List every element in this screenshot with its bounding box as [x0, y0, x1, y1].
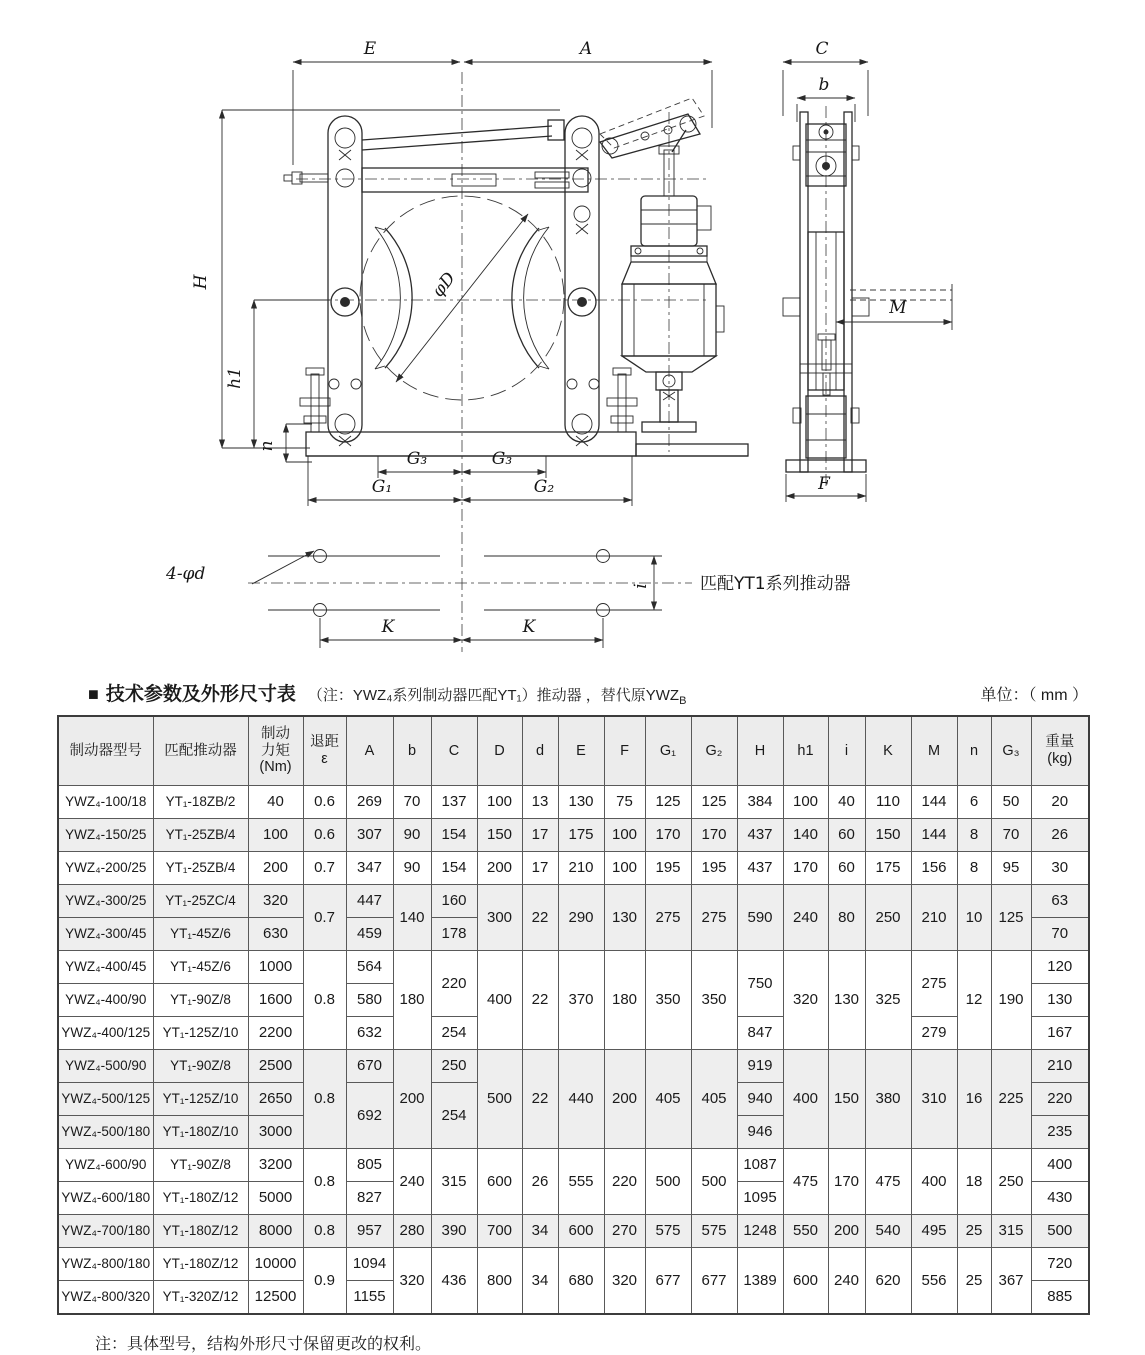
table-cell: 280 [393, 1215, 431, 1248]
table-cell: 100 [783, 786, 828, 819]
table-cell: 320 [393, 1248, 431, 1315]
table-cell: 125 [691, 786, 737, 819]
table-cell: 180 [604, 951, 645, 1050]
table-cell: 325 [865, 951, 911, 1050]
table-cell: 170 [691, 819, 737, 852]
table-cell: 90 [393, 819, 431, 852]
table-cell: YT₁-125Z/10 [153, 1017, 248, 1050]
table-cell: YT₁-180Z/12 [153, 1182, 248, 1215]
table-cell: 220 [431, 951, 477, 1017]
dim-label-F: F [818, 474, 830, 494]
table-cell: YWZ₄-400/90 [58, 984, 153, 1017]
table-cell: 154 [431, 819, 477, 852]
table-cell: 600 [558, 1215, 604, 1248]
table-cell: 120 [1031, 951, 1089, 984]
table-cell: 40 [248, 786, 303, 819]
table-cell: 0.8 [303, 1050, 346, 1149]
table-cell: 564 [346, 951, 393, 984]
table-cell: 6 [957, 786, 991, 819]
table-cell: 600 [783, 1248, 828, 1315]
table-cell: 22 [522, 951, 558, 1050]
table-cell: 500 [645, 1149, 691, 1215]
table-cell: 315 [431, 1149, 477, 1215]
table-cell: 350 [645, 951, 691, 1050]
table-cell: YWZ₄-600/180 [58, 1182, 153, 1215]
table-cell: 3200 [248, 1149, 303, 1182]
table-cell: 175 [558, 819, 604, 852]
table-cell: 315 [991, 1215, 1031, 1248]
table-cell: 210 [558, 852, 604, 885]
table-cell: 347 [346, 852, 393, 885]
table-cell: 170 [828, 1149, 865, 1215]
dim-label-H: H [191, 274, 211, 290]
table-cell: 300 [477, 885, 522, 951]
dim-label-i: i [631, 583, 651, 589]
table-cell: 1087 [737, 1149, 783, 1182]
table-cell: 827 [346, 1182, 393, 1215]
table-cell: 70 [1031, 918, 1089, 951]
table-cell: 1248 [737, 1215, 783, 1248]
table-cell: 195 [691, 852, 737, 885]
table-cell: 150 [477, 819, 522, 852]
table-cell: 370 [558, 951, 604, 1050]
table-cell: 320 [248, 885, 303, 918]
table-cell: 290 [558, 885, 604, 951]
table-cell: 279 [911, 1017, 957, 1050]
table-row [58, 1248, 1089, 1281]
table-cell: YT₁-320Z/12 [153, 1281, 248, 1315]
dim-label-E: E [363, 39, 377, 59]
table-cell: 140 [393, 885, 431, 951]
table-row [58, 819, 1089, 852]
table-cell: YT₁-125Z/10 [153, 1083, 248, 1116]
table-row [58, 885, 1089, 918]
table-cell: 384 [737, 786, 783, 819]
table-cell: YWZ₄-800/320 [58, 1281, 153, 1315]
table-cell: 3000 [248, 1116, 303, 1149]
table-cell: 8000 [248, 1215, 303, 1248]
table-cell: 235 [1031, 1116, 1089, 1149]
column-header: 退距 ε [303, 716, 346, 786]
dim-label-4-phi-d: 4-φd [166, 564, 206, 584]
table-cell: YT₁-180Z/10 [153, 1116, 248, 1149]
table-cell: YT₁-90Z/8 [153, 1149, 248, 1182]
table-cell: 700 [477, 1215, 522, 1248]
table-cell: 447 [346, 885, 393, 918]
table-cell: 310 [911, 1050, 957, 1149]
table-cell: YT₁-180Z/12 [153, 1215, 248, 1248]
drawing-caption: 匹配YT1系列推动器 [700, 574, 851, 594]
table-cell: 350 [691, 951, 737, 1050]
column-header: 匹配推动器 [153, 716, 248, 786]
dim-label-M: M [889, 298, 907, 318]
table-cell: 1095 [737, 1182, 783, 1215]
table-cell: 20 [1031, 786, 1089, 819]
table-cell: 405 [691, 1050, 737, 1149]
column-header: H [737, 716, 783, 786]
column-header: G₂ [691, 716, 737, 786]
table-cell: 677 [691, 1248, 737, 1315]
table-cell: 620 [865, 1248, 911, 1315]
section-note-subscript: B [679, 695, 687, 707]
column-header: E [558, 716, 604, 786]
left-adjuster-bolt [300, 368, 330, 432]
table-cell: 580 [346, 984, 393, 1017]
table-cell: 175 [865, 852, 911, 885]
dim-label-G3-left: G₃ [406, 449, 428, 469]
table-cell: 390 [431, 1215, 477, 1248]
table-cell: 60 [828, 852, 865, 885]
table-cell: 170 [783, 852, 828, 885]
table-cell: 210 [1031, 1050, 1089, 1083]
table-cell: 144 [911, 786, 957, 819]
table-cell: 210 [911, 885, 957, 951]
table-cell: 178 [431, 918, 477, 951]
table-cell: 575 [645, 1215, 691, 1248]
table-cell: 475 [865, 1149, 911, 1215]
table-cell: 275 [691, 885, 737, 951]
table-cell: 632 [346, 1017, 393, 1050]
column-header: b [393, 716, 431, 786]
table-cell: 22 [522, 885, 558, 951]
table-cell: YWZ₄-300/25 [58, 885, 153, 918]
table-cell: 100 [248, 819, 303, 852]
dim-label-G1: G₁ [371, 477, 393, 497]
table-cell: 10 [957, 885, 991, 951]
table-cell: 154 [431, 852, 477, 885]
table-cell: 26 [522, 1149, 558, 1215]
table-cell: 200 [248, 852, 303, 885]
technical-drawing [0, 0, 1145, 665]
table-cell: YT₁-25ZC/4 [153, 885, 248, 918]
table-cell: YT₁-45Z/6 [153, 951, 248, 984]
table-cell: 405 [645, 1050, 691, 1149]
table-cell: 240 [828, 1248, 865, 1315]
table-cell: 240 [393, 1149, 431, 1215]
table-cell: 495 [911, 1215, 957, 1248]
table-cell: YT₁-180Z/12 [153, 1248, 248, 1281]
table-cell: 254 [431, 1017, 477, 1050]
section-title: 技术参数及外形尺寸表 [105, 684, 296, 705]
table-row [58, 852, 1089, 885]
table-cell: YWZ₄-500/180 [58, 1116, 153, 1149]
table-cell: 220 [604, 1149, 645, 1215]
table-cell: 130 [558, 786, 604, 819]
table-cell: 254 [431, 1083, 477, 1149]
table-cell: 0.7 [303, 852, 346, 885]
table-cell: 63 [1031, 885, 1089, 918]
electro-hydraulic-thruster [622, 146, 724, 432]
table-cell: 430 [1031, 1182, 1089, 1215]
table-cell: 885 [1031, 1281, 1089, 1315]
table-cell: 320 [604, 1248, 645, 1315]
table-cell: YT₁-90Z/8 [153, 984, 248, 1017]
column-header: K [865, 716, 911, 786]
table-cell: 16 [957, 1050, 991, 1149]
section-marker-icon: ■ [88, 684, 99, 704]
table-cell: 556 [911, 1248, 957, 1315]
table-cell: 25 [957, 1248, 991, 1315]
dim-label-G3-right: G₃ [491, 449, 513, 469]
table-cell: 125 [645, 786, 691, 819]
table-cell: 144 [911, 819, 957, 852]
dim-label-n: n [257, 440, 277, 452]
table-cell: YT₁-45Z/6 [153, 918, 248, 951]
table-cell: 100 [477, 786, 522, 819]
table-cell: 590 [737, 885, 783, 951]
table-cell: 2500 [248, 1050, 303, 1083]
column-header: F [604, 716, 645, 786]
table-cell: 805 [346, 1149, 393, 1182]
table-cell: 0.6 [303, 819, 346, 852]
table-cell: 250 [991, 1149, 1031, 1215]
table-cell: 475 [783, 1149, 828, 1215]
table-cell: 180 [393, 951, 431, 1050]
table-cell: 307 [346, 819, 393, 852]
dim-label-h1: h1 [225, 367, 245, 389]
dim-label-K-left: K [381, 617, 395, 637]
section-note: （注：YWZ₄系列制动器匹配YT₁）推动器 ，替代原$YWZ_B$ [307, 687, 687, 707]
table-cell: 800 [477, 1248, 522, 1315]
table-cell: 110 [865, 786, 911, 819]
column-header: D [477, 716, 522, 786]
table-row [58, 786, 1089, 819]
column-header: M [911, 716, 957, 786]
table-cell: 12 [957, 951, 991, 1050]
dim-label-A: A [579, 39, 593, 59]
table-cell: 22 [522, 1050, 558, 1149]
table-row [58, 1215, 1089, 1248]
table-cell: YT₁-25ZB/4 [153, 819, 248, 852]
table-cell: 150 [865, 819, 911, 852]
table-cell: 95 [991, 852, 1031, 885]
table-cell: 40 [828, 786, 865, 819]
table-cell: YWZ₄-600/90 [58, 1149, 153, 1182]
unit-label: 单位：（ mm ） [980, 687, 1088, 704]
table-cell: 75 [604, 786, 645, 819]
table-cell: 125 [991, 885, 1031, 951]
column-header: 制动 力矩 (Nm) [248, 716, 303, 786]
table-cell: 670 [346, 1050, 393, 1083]
table-cell: 13 [522, 786, 558, 819]
table-cell: 0.8 [303, 1149, 346, 1215]
table-cell: 940 [737, 1083, 783, 1116]
table-cell: 130 [604, 885, 645, 951]
table-cell: 500 [477, 1050, 522, 1149]
table-cell: 400 [783, 1050, 828, 1149]
header-row [58, 716, 1089, 786]
right-adjuster-bolt [607, 368, 637, 432]
table-cell: 630 [248, 918, 303, 951]
column-header: G₁ [645, 716, 691, 786]
table-cell: YWZ₄-200/25 [58, 852, 153, 885]
table-row [58, 1149, 1089, 1182]
table-cell: YWZ₄-500/90 [58, 1050, 153, 1083]
table-cell: 320 [783, 951, 828, 1050]
dim-label-b: b [818, 75, 830, 95]
dim-label-G2: G₂ [533, 477, 555, 497]
table-cell: 750 [737, 951, 783, 1017]
table-cell: 957 [346, 1215, 393, 1248]
table-cell: 555 [558, 1149, 604, 1215]
table-cell: 195 [645, 852, 691, 885]
table-cell: 130 [828, 951, 865, 1050]
table-cell: 270 [604, 1215, 645, 1248]
column-header: h1 [783, 716, 828, 786]
table-cell: 575 [691, 1215, 737, 1248]
table-cell: 0.9 [303, 1248, 346, 1315]
table-cell: 17 [522, 819, 558, 852]
table-cell: 540 [865, 1215, 911, 1248]
column-header: C [431, 716, 477, 786]
table-cell: 2650 [248, 1083, 303, 1116]
table-cell: 720 [1031, 1248, 1089, 1281]
table-cell: YWZ₄-150/25 [58, 819, 153, 852]
column-header: 制动器型号 [58, 716, 153, 786]
table-cell: 100 [604, 819, 645, 852]
table-cell: 919 [737, 1050, 783, 1083]
table-cell: 17 [522, 852, 558, 885]
table-cell: 847 [737, 1017, 783, 1050]
footnote: 注：具体型号，结构外形尺寸保留更改的权利。 [95, 1336, 432, 1353]
table-cell: 440 [558, 1050, 604, 1149]
column-header: n [957, 716, 991, 786]
column-header: i [828, 716, 865, 786]
table-cell: 200 [604, 1050, 645, 1149]
table-cell: 225 [991, 1050, 1031, 1149]
table-cell: 100 [604, 852, 645, 885]
table-cell: 1094 [346, 1248, 393, 1281]
column-header: A [346, 716, 393, 786]
table-cell: 200 [828, 1215, 865, 1248]
table-cell: YWZ₄-800/180 [58, 1248, 153, 1281]
table-cell: 0.8 [303, 1215, 346, 1248]
table-cell: 8 [957, 819, 991, 852]
table-cell: 200 [477, 852, 522, 885]
table-cell: 500 [1031, 1215, 1089, 1248]
table-cell: 459 [346, 918, 393, 951]
table-cell: 1389 [737, 1248, 783, 1315]
table-cell: 140 [783, 819, 828, 852]
dim-label-K-right: K [522, 617, 536, 637]
table-cell: 70 [393, 786, 431, 819]
table-cell: 156 [911, 852, 957, 885]
table-cell: YWZ₄-300/45 [58, 918, 153, 951]
table-cell: 34 [522, 1248, 558, 1315]
table-cell: 550 [783, 1215, 828, 1248]
table-cell: 167 [1031, 1017, 1089, 1050]
table-cell: 240 [783, 885, 828, 951]
table-cell: 1155 [346, 1281, 393, 1315]
table-cell: 1600 [248, 984, 303, 1017]
table-cell: 90 [393, 852, 431, 885]
table-cell: 250 [865, 885, 911, 951]
table-cell: 137 [431, 786, 477, 819]
table-cell: 150 [828, 1050, 865, 1149]
table-cell: 200 [393, 1050, 431, 1149]
table-row [58, 951, 1089, 984]
table-cell: 190 [991, 951, 1031, 1050]
table-cell: 946 [737, 1116, 783, 1149]
table-cell: 250 [431, 1050, 477, 1083]
table-cell: YWZ₄-100/18 [58, 786, 153, 819]
section-header [88, 679, 1088, 707]
table-cell: 160 [431, 885, 477, 918]
table-cell: 25 [957, 1215, 991, 1248]
table-cell: 275 [645, 885, 691, 951]
table-cell: YWZ₄-400/45 [58, 951, 153, 984]
table-cell: 130 [1031, 984, 1089, 1017]
table-cell: 400 [477, 951, 522, 1050]
table-cell: 12500 [248, 1281, 303, 1315]
table-cell: 692 [346, 1083, 393, 1149]
table-cell: 60 [828, 819, 865, 852]
brake-lever [600, 114, 700, 158]
table-cell: 400 [1031, 1149, 1089, 1182]
base-extension [636, 444, 748, 456]
table-cell: YWZ₄-500/125 [58, 1083, 153, 1116]
table-cell: 220 [1031, 1083, 1089, 1116]
table-cell: 380 [865, 1050, 911, 1149]
table-cell: 70 [991, 819, 1031, 852]
table-cell: YWZ₄-700/180 [58, 1215, 153, 1248]
table-cell: 275 [911, 951, 957, 1017]
column-header: G₃ [991, 716, 1031, 786]
dim-label-C: C [815, 39, 829, 59]
table-cell: 0.8 [303, 951, 346, 1050]
left-arm [328, 116, 362, 442]
table-cell: 50 [991, 786, 1031, 819]
table-cell: YT₁-25ZB/4 [153, 852, 248, 885]
spec-table [57, 715, 1090, 1315]
table-cell: 18 [957, 1149, 991, 1215]
column-header: d [522, 716, 558, 786]
right-arm [565, 116, 599, 442]
table-cell: 437 [737, 852, 783, 885]
table-cell: 436 [431, 1248, 477, 1315]
table-cell: 26 [1031, 819, 1089, 852]
dim-label-phiD: φD [428, 268, 460, 302]
base-plate [306, 432, 636, 456]
table-cell: 0.7 [303, 885, 346, 951]
table-cell: 500 [691, 1149, 737, 1215]
table-cell: YWZ₄-400/125 [58, 1017, 153, 1050]
table-cell: YT₁-90Z/8 [153, 1050, 248, 1083]
table-cell: 10000 [248, 1248, 303, 1281]
table-cell: 80 [828, 885, 865, 951]
table-cell: 600 [477, 1149, 522, 1215]
table-cell: 2200 [248, 1017, 303, 1050]
table-cell: 367 [991, 1248, 1031, 1315]
table-cell: 0.6 [303, 786, 346, 819]
table-cell: YT₁-18ZB/2 [153, 786, 248, 819]
table-cell: 1000 [248, 951, 303, 984]
table-cell: 34 [522, 1215, 558, 1248]
column-header: 重量 (kg) [1031, 716, 1089, 786]
table-cell: 30 [1031, 852, 1089, 885]
table-cell: 8 [957, 852, 991, 885]
table-cell: 269 [346, 786, 393, 819]
table-row [58, 1050, 1089, 1083]
table-cell: 5000 [248, 1182, 303, 1215]
table-cell: 677 [645, 1248, 691, 1315]
table-cell: 437 [737, 819, 783, 852]
table-cell: 170 [645, 819, 691, 852]
table-cell: 680 [558, 1248, 604, 1315]
table-cell: 400 [911, 1149, 957, 1215]
